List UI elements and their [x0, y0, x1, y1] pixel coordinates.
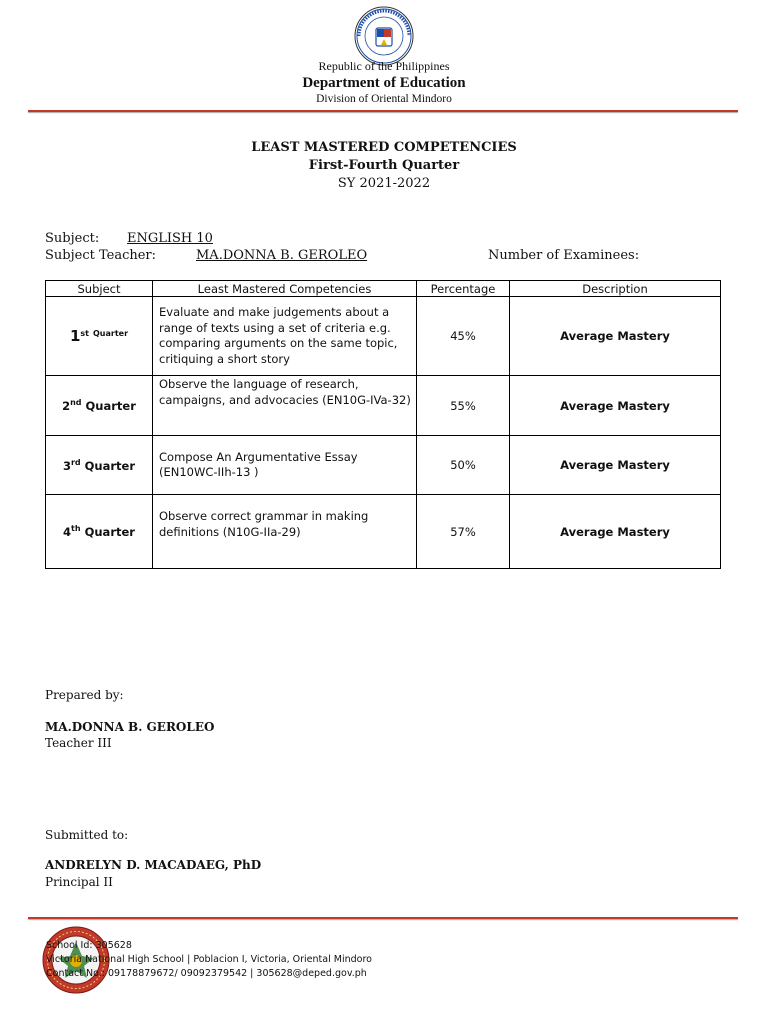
quarter-range: First-Fourth Quarter [308, 158, 460, 173]
header-competencies: Least Mastered Competencies [153, 281, 417, 297]
republic-line: Republic of the Philippines [318, 59, 450, 73]
description-cell: Average Mastery [510, 436, 721, 495]
table-row [46, 376, 721, 436]
competency-cell: Compose An Argumentative Essay (EN10WC-IIh-13 ) [153, 436, 417, 495]
quarter-number: 4 [63, 524, 72, 539]
quarter-cell [46, 436, 153, 495]
percentage-cell: 55% [417, 376, 510, 436]
percentage-cell: 50% [417, 436, 510, 495]
table-header-row [46, 281, 721, 297]
deped-seal-icon [354, 6, 414, 66]
quarter-cell [46, 376, 153, 436]
percentage-cell: 45% [417, 297, 510, 376]
footer-rule [28, 917, 738, 919]
school-address: Victoria National High School | Poblacion I, Victoria, Oriental Mindoro [46, 954, 372, 965]
quarter-ordinal: nd [70, 398, 82, 408]
principal-position: Principal II [45, 875, 113, 889]
quarter-number: 1 [69, 327, 81, 345]
submitted-to-label: Submitted to: [45, 828, 129, 842]
description-cell: Average Mastery [510, 376, 721, 436]
header-subject: Subject [46, 281, 153, 297]
table-row [46, 297, 721, 376]
quarter-number: 2 [62, 398, 71, 413]
percentage-cell: 57% [417, 495, 510, 569]
subject-value: ENGLISH 10 [127, 231, 213, 246]
quarter-ordinal: st [80, 329, 89, 339]
principal-name: ANDRELYN D. MACADAEG, PhD [45, 858, 262, 872]
examinees-label: Number of Examinees: [488, 248, 640, 263]
competency-cell: Observe correct grammar in making definitions (N10G-IIa-29) [153, 495, 417, 569]
competencies-table [45, 280, 721, 569]
quarter-word: Quarter [85, 398, 136, 413]
contact-info: Contact No.: 09178879672/ 09092379542 | 305628@deped.gov.ph [46, 968, 367, 979]
quarter-ordinal: rd [70, 457, 81, 467]
competency-cell: Evaluate and make judgements about a range of texts using a set of criteria e.g. comparing arguments on the same topic, critiquing a short story [153, 297, 417, 376]
prepared-by-label: Prepared by: [45, 688, 124, 702]
quarter-cell [46, 495, 153, 569]
division-name: Division of Oriental Mindoro [316, 93, 452, 105]
table-row [46, 436, 721, 495]
description-cell: Average Mastery [510, 297, 721, 376]
document-title: LEAST MASTERED COMPETENCIES [251, 140, 517, 155]
teacher-label: Subject Teacher: [45, 248, 157, 263]
school-year: SY 2021-2022 [337, 176, 431, 191]
quarter-ordinal: th [71, 524, 81, 534]
header-description: Description [510, 281, 721, 297]
quarter-word: Quarter [84, 458, 136, 473]
quarter-cell [46, 297, 153, 376]
department-name: Department of Education [302, 75, 466, 91]
subject-label: Subject: [45, 231, 100, 246]
preparer-position: Teacher III [45, 736, 112, 750]
school-id: School Id: 305628 [46, 940, 132, 951]
description-cell: Average Mastery [510, 495, 721, 569]
teacher-value: MA.DONNA B. GEROLEO [196, 248, 368, 263]
preparer-name: MA.DONNA B. GEROLEO [45, 720, 215, 734]
table-row [46, 495, 721, 569]
header-rule [28, 110, 738, 112]
competency-cell: Observe the language of research, campaigns, and advocacies (EN10G-IVa-32) [153, 376, 417, 436]
quarter-word: Quarter [93, 329, 129, 339]
header-percentage: Percentage [417, 281, 510, 297]
quarter-word: Quarter [84, 524, 135, 539]
quarter-number: 3 [62, 458, 71, 473]
